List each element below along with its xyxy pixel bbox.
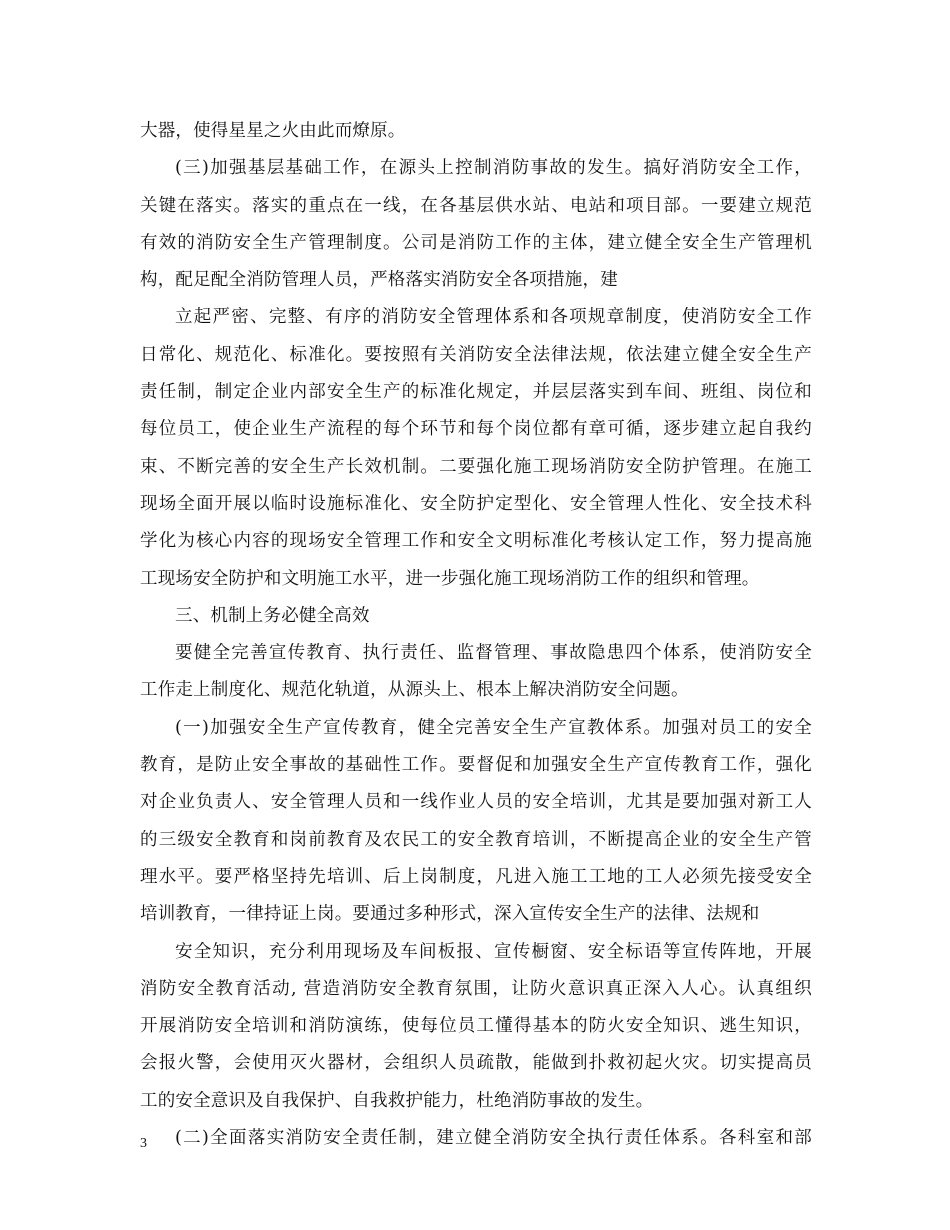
text-line: 工的安全意识及自我保护、自我救护能力，杜绝消防事故的发生。 — [140, 1090, 654, 1111]
text-line: 责任制，制定企业内部安全生产的标准化规定，并层层落实到车间、班组、岗位和 — [140, 382, 812, 403]
text-line: 要健全完善宣传教育、执行责任、监督管理、事故隐患四个体系，使消防安全 — [175, 643, 812, 664]
text-line: 立起严密、完整、有序的消防安全管理体系和各项规章制度，使消防安全工作 — [175, 307, 812, 328]
text-line: 束、不断完善的安全生产长效机制。二要强化施工现场消防安全防护管理。在施工 — [140, 456, 812, 477]
text-line: 会报火警，会使用灭火器材，会组织人员疏散，能做到扑救初起火灾。切实提高员 — [140, 1053, 812, 1074]
text-line: (二)全面落实消防安全责任制，建立健全消防安全执行责任体系。各科室和部 — [175, 1128, 812, 1149]
text-line: 日常化、规范化、标准化。要按照有关消防安全法律法规，依法建立健全安全生产 — [140, 344, 812, 365]
text-line: 安全知识，充分利用现场及车间板报、宣传橱窗、安全标语等宣传阵地，开展 — [175, 941, 812, 962]
section-heading: 三、机制上务必健全高效 — [175, 605, 370, 626]
text-line: (一)加强安全生产宣传教育，健全完善安全生产宣教体系。加强对员工的安全 — [175, 717, 812, 738]
text-line: 的三级安全教育和岗前教育及农民工的安全教育培训，不断提高企业的安全生产管 — [140, 829, 812, 850]
text-line: 理水平。要严格坚持先培训、后上岗制度，凡进入施工工地的工人必须先接受安全 — [140, 866, 812, 887]
text-line: 关键在落实。落实的重点在一线，在各基层供水站、电站和项目部。一要建立规范 — [140, 195, 812, 216]
text-line: 现场全面开展以临时设施标准化、安全防护定型化、安全管理人性化、安全技术科 — [140, 493, 812, 514]
text-line: 构，配足配全消防管理人员，严格落实消防安全各项措施，建 — [140, 270, 618, 291]
text-line: 开展消防安全培训和消防演练，使每位员工懂得基本的防火安全知识、逃生知识， — [140, 1016, 812, 1037]
text-line: (三)加强基层基础工作，在源头上控制消防事故的发生。搞好消防安全工作， — [175, 158, 812, 179]
text-line: 培训教育，一律持证上岗。要通过多种形式，深入宣传安全生产的法律、法规和 — [140, 904, 760, 925]
text-line: 工作走上制度化、规范化轨道，从源头上、根本上解决消防安全问题。 — [140, 680, 689, 701]
text-line: 消防安全教育活动, 营造消防安全教育氛围，让防火意识真正深入人心。认真组织 — [140, 978, 812, 999]
text-line: 每位员工，使企业生产流程的每个环节和每个岗位都有章可循，逐步建立起自我约 — [140, 419, 812, 440]
text-line: 有效的消防安全生产管理制度。公司是消防工作的主体，建立健全安全生产管理机 — [140, 232, 812, 253]
text-line: 大器，使得星星之火由此而燎原。 — [140, 121, 406, 141]
text-line: 教育，是防止安全事故的基础性工作。要督促和加强安全生产宣传教育工作，强化 — [140, 755, 812, 776]
text-line: 对企业负责人、安全管理人员和一线作业人员的安全培训，尤其是要加强对新工人 — [140, 792, 812, 813]
page-number: 3 — [140, 1136, 147, 1151]
text-line: 学化为核心内容的现场安全管理工作和安全文明标准化考核认定工作，努力提高施 — [140, 531, 812, 552]
text-line: 工现场安全防护和文明施工水平，进一步强化施工现场消防工作的组织和管理。 — [140, 568, 760, 589]
document-body — [140, 113, 812, 1157]
